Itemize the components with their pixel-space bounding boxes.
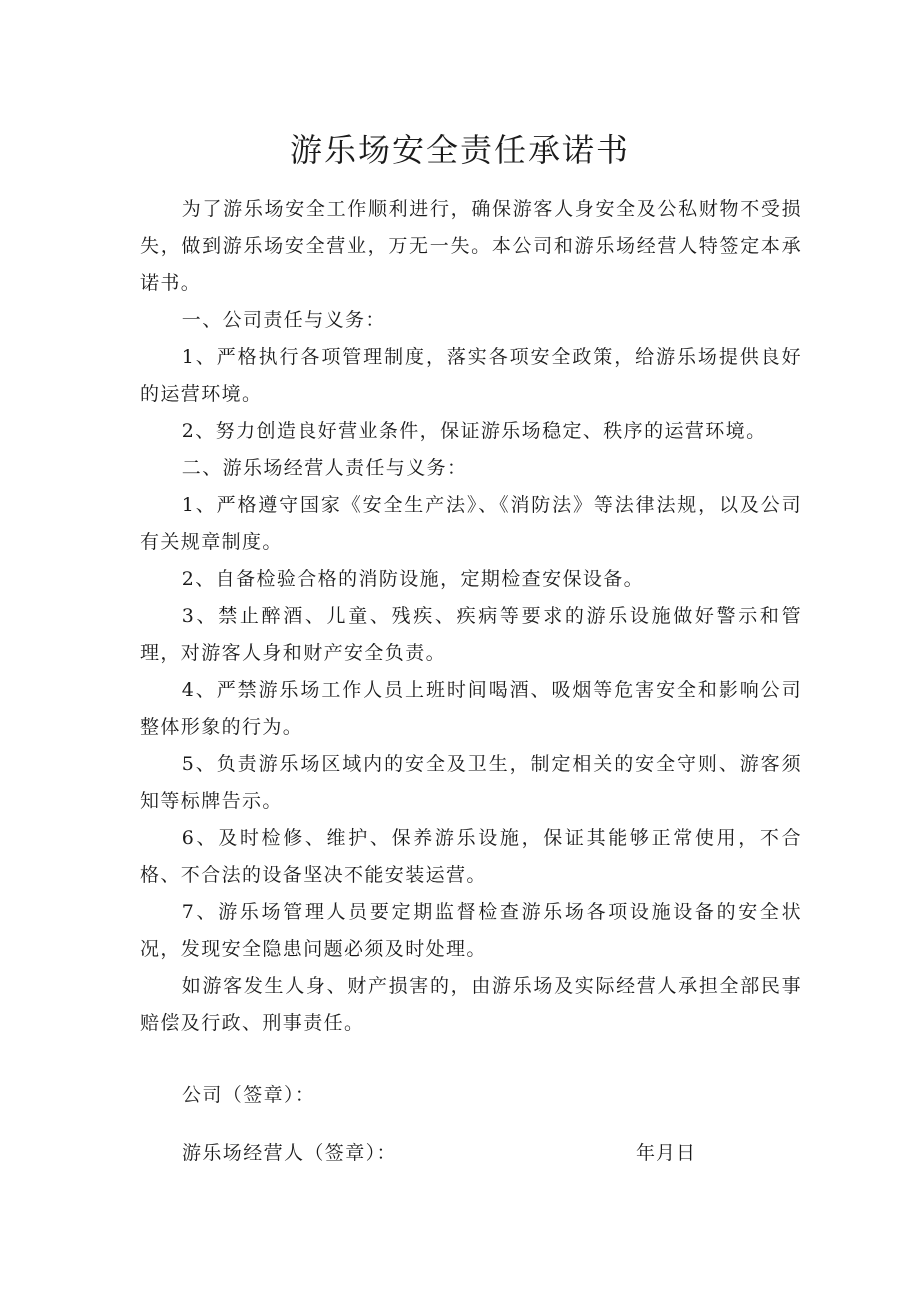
date-label: 年月日 [636, 1142, 697, 1164]
company-clause-2: 2、努力创造良好营业条件，保证游乐场稳定、秩序的运营环境。 [181, 420, 767, 442]
operator-clause-1: 1、严格遵守国家《安全生产法》、《消防法》等法律法规，以及公司有关规章制度。 [140, 494, 802, 553]
document-body [140, 191, 802, 1042]
document-title: 游乐场安全责任承诺书 [289, 131, 630, 169]
operator-clause-6: 6、及时检修、维护、保养游乐设施，保证其能够正常使用，不合格、不合法的设备坚决不能安装运营。 [140, 827, 802, 886]
company-clause-1: 1、严格执行各项管理制度，落实各项安全政策，给游乐场提供良好的运营环境。 [140, 346, 802, 405]
operator-clause-7: 7、游乐场管理人员要定期监督检查游乐场各项设施设备的安全状况，发现安全隐患问题必须及时处理。 [140, 901, 802, 960]
operator-signature-label: 游乐场经营人（签章）： [182, 1142, 397, 1164]
operator-clause-2: 2、自备检验合格的消防设施，定期检查安保设备。 [181, 568, 645, 590]
operator-clause-4: 4、严禁游乐场工作人员上班时间喝酒、吸烟等危害安全和影响公司整体形象的行为。 [140, 679, 802, 738]
operator-clause-5: 5、负责游乐场区域内的安全及卫生，制定相关的安全守则、游客须知等标牌告示。 [140, 753, 802, 812]
liability-paragraph: 如游客发生人身、财产损害的，由游乐场及实际经营人承担全部民事赔偿及行政、刑事责任。 [140, 975, 802, 1034]
company-signature-label: 公司（签章）： [182, 1084, 316, 1106]
operator-clause-3: 3、禁止醉酒、儿童、残疾、疾病等要求的游乐设施做好警示和管理，对游客人身和财产安全负责。 [140, 605, 802, 664]
section-heading-company: 一、公司责任与义务： [181, 309, 386, 331]
intro-paragraph: 为了游乐场安全工作顺利进行，确保游客人身安全及公私财物不受损失，做到游乐场安全营业，万无一失。本公司和游乐场经营人特签定本承诺书。 [140, 198, 802, 294]
section-heading-operator: 二、游乐场经营人责任与义务： [181, 457, 468, 479]
